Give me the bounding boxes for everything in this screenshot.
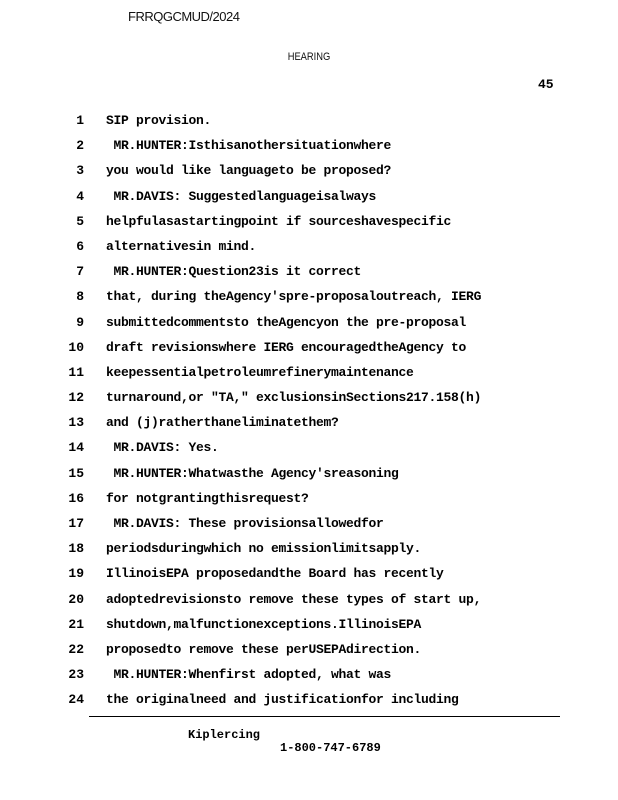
line-text: that, during theAgency'spre-proposaloutreach, IERG (106, 289, 482, 305)
line-text: and (j)ratherthaneliminatethem? (106, 415, 339, 431)
transcript-line (0, 365, 618, 390)
line-text: keepessentialpetroleumrefinerymaintenance (106, 364, 414, 380)
line-number: 2 (76, 138, 84, 154)
line-number: 24 (68, 692, 84, 708)
line-text: MR.DAVIS: Yes. (106, 440, 219, 456)
line-number: 21 (68, 616, 84, 632)
line-number: 7 (76, 264, 84, 280)
footer-divider (89, 716, 560, 717)
line-number: 18 (68, 541, 84, 557)
line-number: 5 (76, 213, 84, 229)
line-text: MR.DAVIS: These provisionsallowedfor (106, 516, 384, 531)
line-text: alternativesin mind. (106, 238, 257, 254)
transcript-line (0, 440, 618, 465)
transcript-line (0, 239, 618, 264)
line-text: MR.HUNTER:Question23is it correct (106, 264, 362, 280)
transcript-line (0, 289, 618, 314)
transcript-line (0, 541, 618, 566)
document-title: HEARING (287, 51, 331, 63)
page-number: 45 (538, 77, 554, 92)
line-number: 22 (68, 641, 84, 657)
transcript-line (0, 138, 618, 163)
line-text: proposedto remove these perUSEPAdirection. (106, 641, 422, 657)
line-text: adoptedrevisionsto remove these types of start up, (106, 591, 482, 607)
line-text: you would like languageto be proposed? (106, 163, 392, 179)
line-number: 16 (68, 490, 84, 506)
line-text: draft revisionswhere IERG encouragedtheAgency to (106, 339, 467, 355)
footer-phone: 1-800-747-6789 (280, 741, 381, 755)
line-text: MR.HUNTER:Whatwasthe Agency'sreasoning (106, 465, 399, 481)
line-number: 8 (76, 289, 84, 305)
line-text: turnaround,or "TA," exclusionsinSections217.158(h) (106, 390, 482, 406)
transcript-line (0, 491, 618, 516)
transcript-line (0, 113, 618, 138)
line-number: 14 (68, 440, 84, 456)
line-text: the originalneed and justificationfor including (106, 692, 459, 708)
line-text: MR.HUNTER:Whenfirst adopted, what was (106, 667, 392, 683)
line-number: 4 (76, 188, 84, 204)
transcript-line (0, 617, 618, 642)
header-stamp: FRRQGCMUD/2024 (128, 9, 240, 24)
transcript-line (0, 592, 618, 617)
transcript-line (0, 189, 618, 214)
line-text: MR.HUNTER:Isthisanothersituationwhere (106, 138, 392, 154)
transcript-line (0, 692, 618, 717)
line-number: 9 (76, 314, 84, 330)
line-text: submittedcommentsto theAgencyon the pre-proposal (106, 314, 467, 330)
transcript-body (0, 113, 618, 718)
line-text: SIP provision. (106, 113, 212, 128)
line-number: 12 (68, 390, 84, 406)
line-number: 13 (68, 415, 84, 431)
line-text: IllinoisEPA proposedandthe Board has recently (106, 566, 444, 582)
line-text: MR.DAVIS: Suggestedlanguageisalways (106, 188, 377, 204)
transcript-line (0, 415, 618, 440)
transcript-line (0, 642, 618, 667)
line-number: 11 (68, 364, 84, 380)
line-number: 3 (76, 163, 84, 179)
transcript-line (0, 516, 618, 541)
transcript-line (0, 315, 618, 340)
transcript-line (0, 566, 618, 591)
footer-company: Kiplercing (188, 728, 261, 742)
line-number: 10 (68, 339, 84, 355)
line-number: 17 (68, 516, 84, 531)
transcript-line (0, 667, 618, 692)
transcript-line (0, 466, 618, 491)
transcript-line (0, 390, 618, 415)
line-number: 23 (68, 667, 84, 683)
line-number: 6 (76, 238, 84, 254)
line-number: 19 (68, 566, 84, 582)
line-text: periodsduringwhich no emissionlimitsapply. (106, 541, 422, 557)
transcript-line (0, 163, 618, 188)
transcript-line (0, 214, 618, 239)
transcript-line (0, 264, 618, 289)
line-text: helpfulasastartingpoint if sourceshavespecific (106, 213, 452, 229)
line-number: 20 (68, 591, 84, 607)
line-text: shutdown,malfunctionexceptions.IllinoisEPA (106, 616, 422, 632)
line-number: 15 (68, 465, 84, 481)
line-text: for notgrantingthisrequest? (106, 490, 309, 506)
transcript-line (0, 340, 618, 365)
line-number: 1 (76, 113, 84, 128)
